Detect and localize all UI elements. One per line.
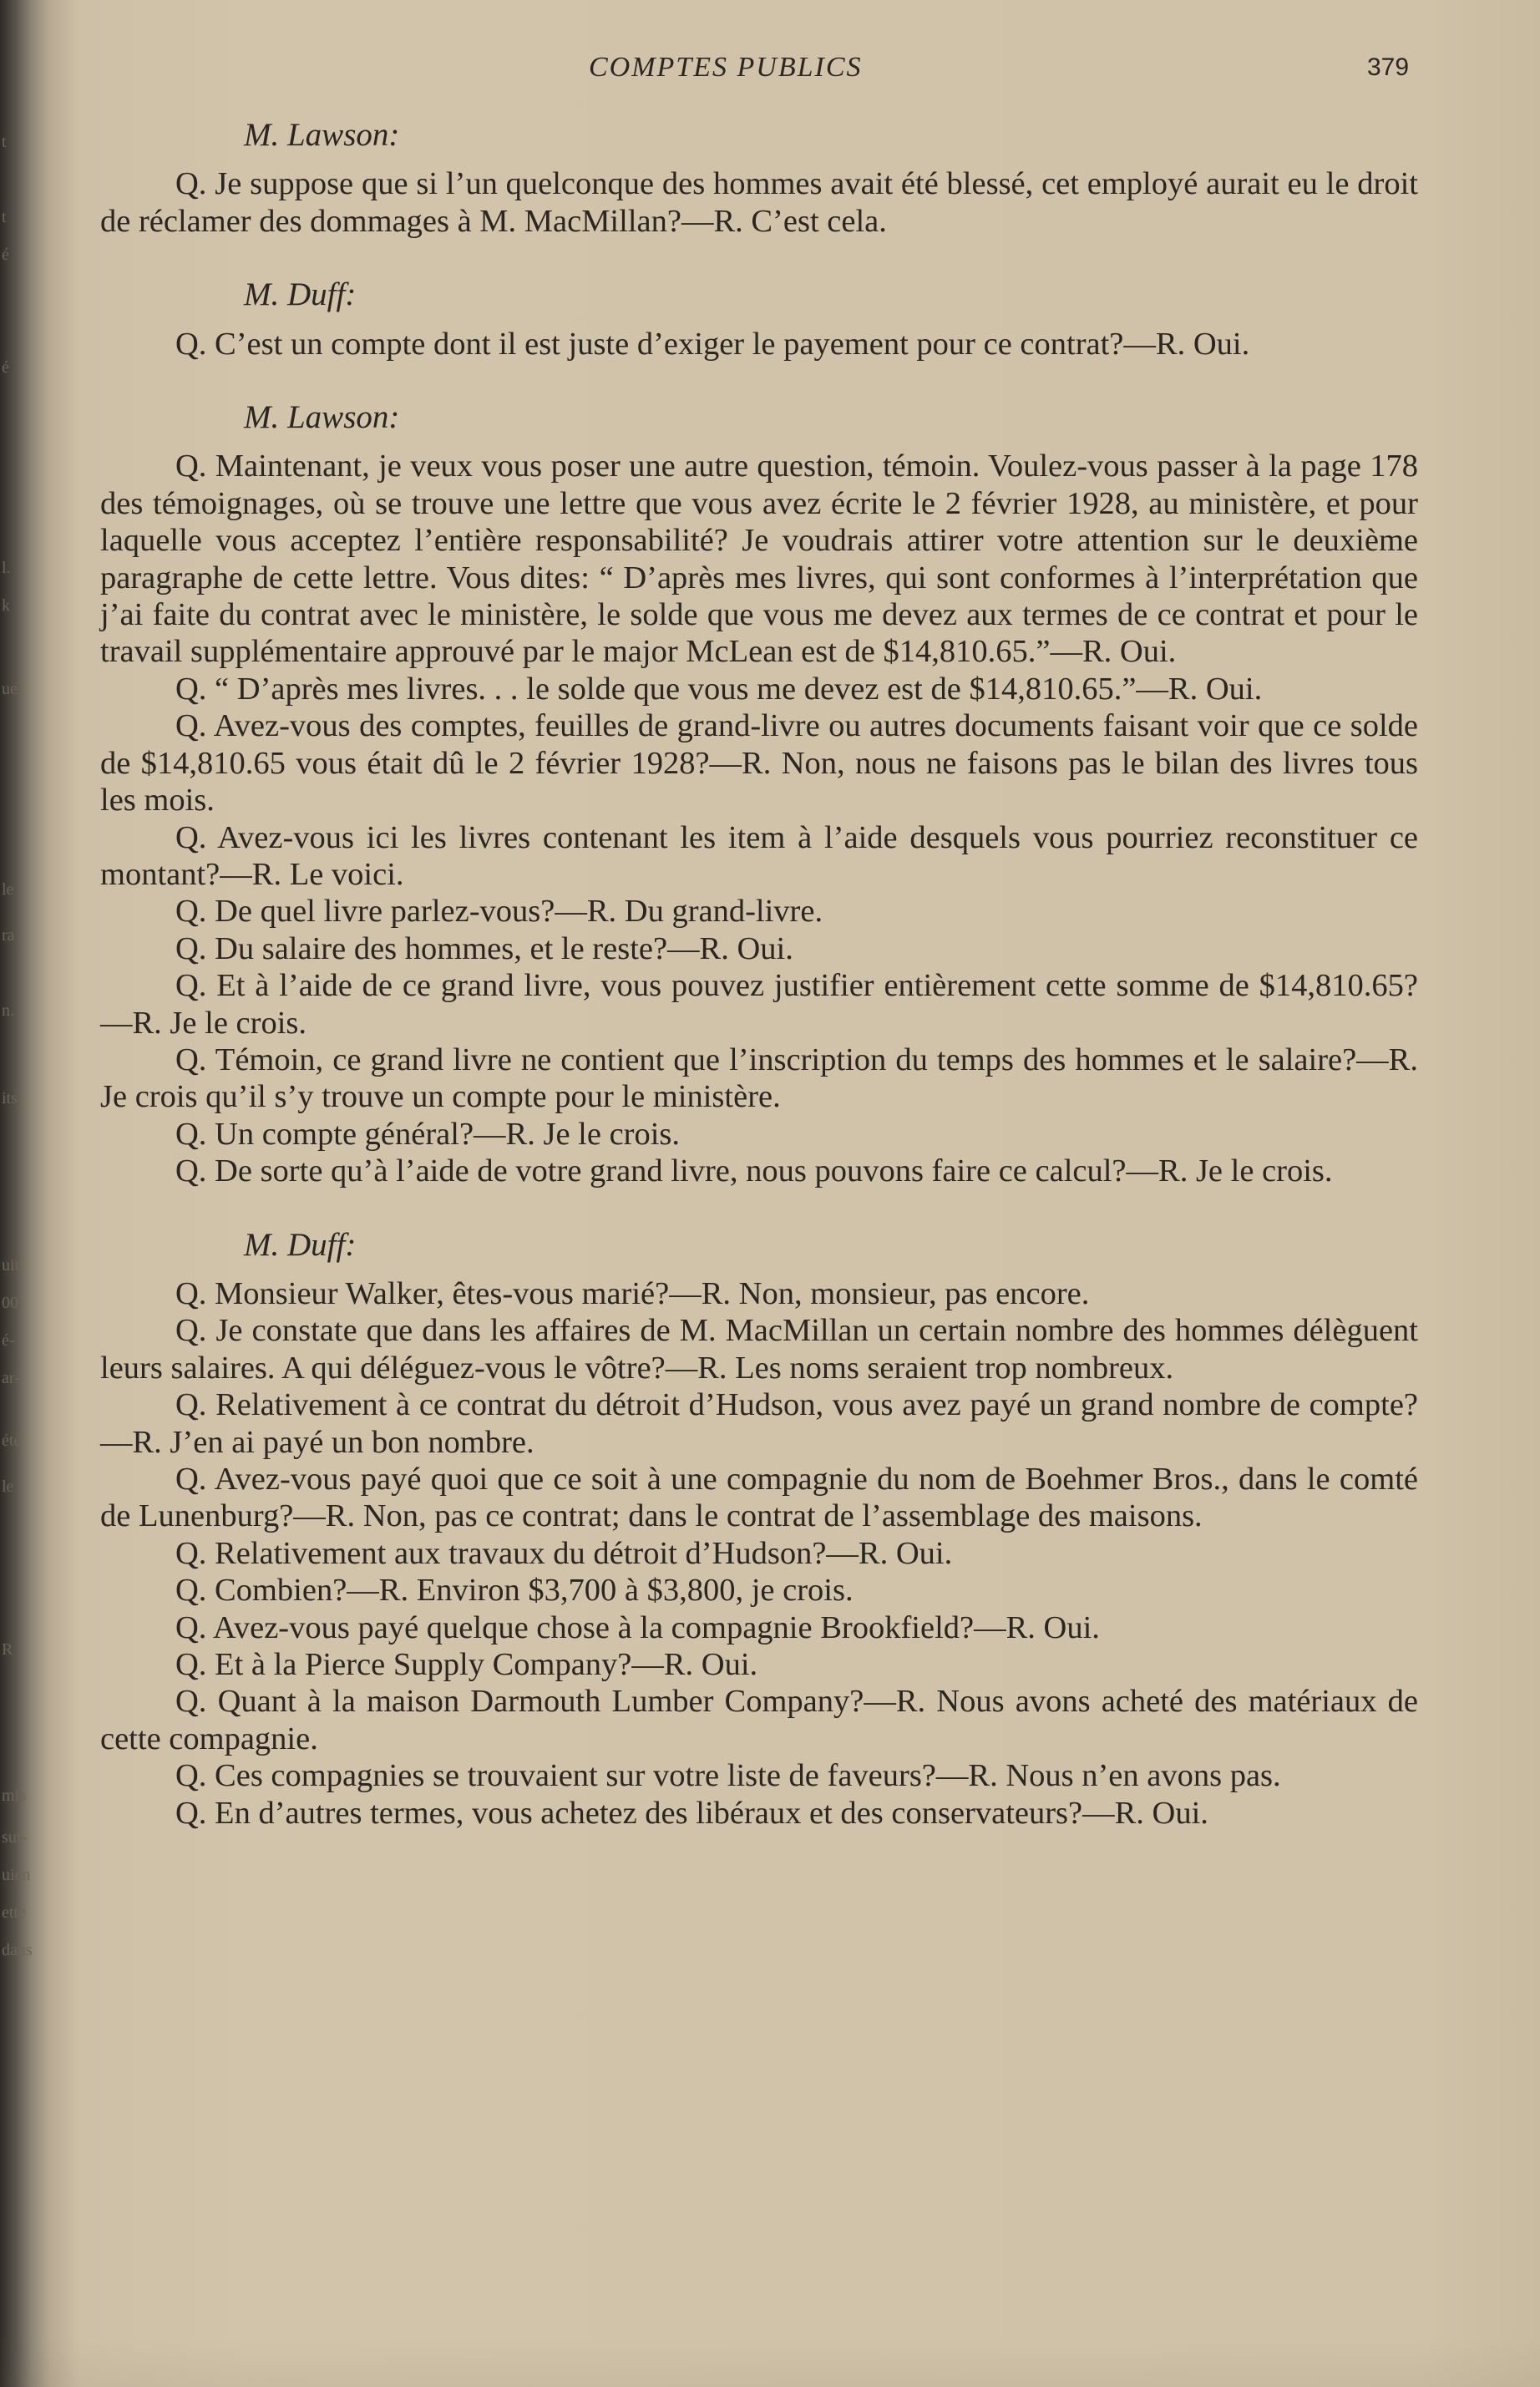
qa-paragraph: Q. Monsieur Walker, êtes-vous marié?—R. Non, monsieur, pas encore. [175, 1275, 1090, 1311]
gutter-fragment: uien [2, 1866, 31, 1884]
qa-paragraph: Q. Un compte général?—R. Je le crois. [175, 1116, 681, 1152]
qa-paragraph: Q. Et à l’aide de ce grand livre, vous pouvez justifier entièrement cette somme de $14,810.65?—R. Je le crois. [100, 968, 1418, 1041]
gutter-fragment: été [2, 1432, 22, 1450]
gutter-fragment: sur- [2, 1828, 28, 1847]
qa-paragraph: Q. C’est un compte dont il est juste d’exiger le payement pour ce contrat?—R. Oui. [175, 326, 1250, 362]
gutter-fragment: l. [2, 559, 11, 577]
gutter-fragment: t [2, 133, 7, 151]
gutter-fragment: é [2, 358, 9, 377]
gutter-fragment: é [2, 246, 9, 264]
testimony-section [100, 117, 1418, 240]
qa-paragraph: Q. Avez-vous payé quelque chose à la compagnie Brookfield?—R. Oui. [175, 1609, 1100, 1645]
qa-paragraph: Q. Et à la Pierce Supply Company?—R. Oui. [175, 1647, 758, 1683]
qa-paragraph: Q. De sorte qu’à l’aide de votre grand livre, nous pouvons faire ce calcul?—R. Je le crois. [175, 1153, 1333, 1189]
qa-paragraph: Q. Ces compagnies se trouvaient sur votre liste de faveurs?—R. Nous n’en avons pas. [175, 1758, 1281, 1794]
speaker-heading: M. Duff: [244, 276, 357, 313]
gutter-fragment: uit [2, 1256, 20, 1275]
qa-paragraph: Q. “ D’après mes livres. . . le solde que vous me devez est de $14,810.65.”—R. Oui. [175, 671, 1263, 707]
qa-paragraph: Q. En d’autres termes, vous achetez des libéraux et des conservateurs?—R. Oui. [175, 1795, 1208, 1831]
gutter-fragment: le [2, 880, 14, 899]
qa-paragraph: Q. Témoin, ce grand livre ne contient que l’inscription du temps des hommes et le salaire?—R. Je crois qu’il s’y trouve un compte pour le ministère. [100, 1041, 1418, 1115]
qa-paragraph: Q. De quel livre parlez-vous?—R. Du grand-livre. [175, 894, 823, 930]
body-text [100, 117, 1418, 1832]
qa-paragraph: Q. Je suppose que si l’un quelconque des hommes avait été blessé, cet employé aurait eu le droit de réclamer des dommages à M. MacMillan?—R. C’est cela. [100, 166, 1418, 239]
testimony-section [100, 1227, 1418, 1832]
qa-paragraph: Q. Relativement à ce contrat du détroit d’Hudson, vous avez payé un grand nombre de compte?—R. J’en ai payé un bon nombre. [100, 1387, 1418, 1460]
testimony-section [100, 399, 1418, 1190]
qa-paragraph: Q. Avez-vous ici les livres contenant les item à l’aide desquels vous pourriez reconstituer ce montant?—R. Le voici. [100, 819, 1418, 892]
qa-paragraph: Q. Je constate que dans les affaires de M. MacMillan un certain nombre des hommes délèguent leurs salaires. A qui déléguez-vous le vôtre?—R. Les noms seraient trop nombreux. [100, 1313, 1418, 1386]
gutter-fragment: 00 [2, 1294, 18, 1312]
gutter-fragment: t [2, 208, 7, 226]
speaker-heading: M. Lawson: [244, 399, 400, 436]
qa-paragraph: Q. Combien?—R. Environ $3,700 à $3,800, je crois. [175, 1573, 854, 1609]
gutter-fragment: k [2, 596, 10, 615]
page-shadow [0, 2337, 1540, 2387]
gutter-fragment: R [2, 1640, 13, 1659]
page-header [0, 52, 1540, 85]
running-title: COMPTES PUBLICS [589, 52, 863, 83]
qa-paragraph: Q. Quant à la maison Darmouth Lumber Company?—R. Nous avons acheté des matériaux de cette compagnie. [100, 1684, 1418, 1756]
gutter-fragment: dans [2, 1941, 33, 1959]
qa-paragraph: Q. Relativement aux travaux du détroit d’Hudson?—R. Oui. [175, 1535, 953, 1571]
gutter-fragment: mis [2, 1786, 26, 1805]
page-number: 379 [1367, 53, 1410, 81]
qa-paragraph: Q. Avez-vous payé quoi que ce soit à une compagnie du nom de Boehmer Bros., dans le comté de Lunenburg?—R. Non, pas ce contrat; dans le contrat de l’assemblage des maisons. [100, 1462, 1418, 1534]
testimony-section [100, 276, 1418, 362]
qa-paragraph: Q. Du salaire des hommes, et le reste?—R. Oui. [175, 930, 793, 966]
gutter-fragment: le [2, 1477, 14, 1496]
gutter-fragment: its [2, 1089, 18, 1107]
speaker-heading: M. Lawson: [244, 117, 400, 153]
qa-paragraph: Q. Maintenant, je veux vous poser une autre question, témoin. Voulez-vous passer à la page 178 des témoignages, où se trouve une lettre que vous avez écrite le 2 février 1928, au ministère, et pour laquelle vous acceptez l’entière responsabilité? Je voudrais attirer votre attention sur le deuxième paragraphe de cette lettre. Vous dites: “ D’après mes livres, qui sont conformes à l’interprétation que j’ai faite du contrat avec le ministère, le solde que vous me devez aux termes de ce contrat et pour le travail supplémentaire approuvé par le major McLean est de $14,810.65.”—R. Oui. [100, 449, 1418, 670]
speaker-heading: M. Duff: [244, 1226, 357, 1263]
gutter-fragment: é- [2, 1331, 15, 1350]
gutter-fragment: ue [2, 680, 18, 698]
gutter-fragment: n. [2, 1001, 14, 1020]
gutter-fragment: ette [2, 1903, 26, 1922]
qa-paragraph: Q. Avez-vous des comptes, feuilles de grand-livre ou autres documents faisant voir que ce solde de $14,810.65 vous était dû le 2 février 1928?—R. Non, nous ne faisons pas le bilan des livres tous les mois. [100, 708, 1418, 818]
gutter-fragment: ar- [2, 1369, 20, 1387]
gutter-fragment: ra [2, 926, 15, 945]
